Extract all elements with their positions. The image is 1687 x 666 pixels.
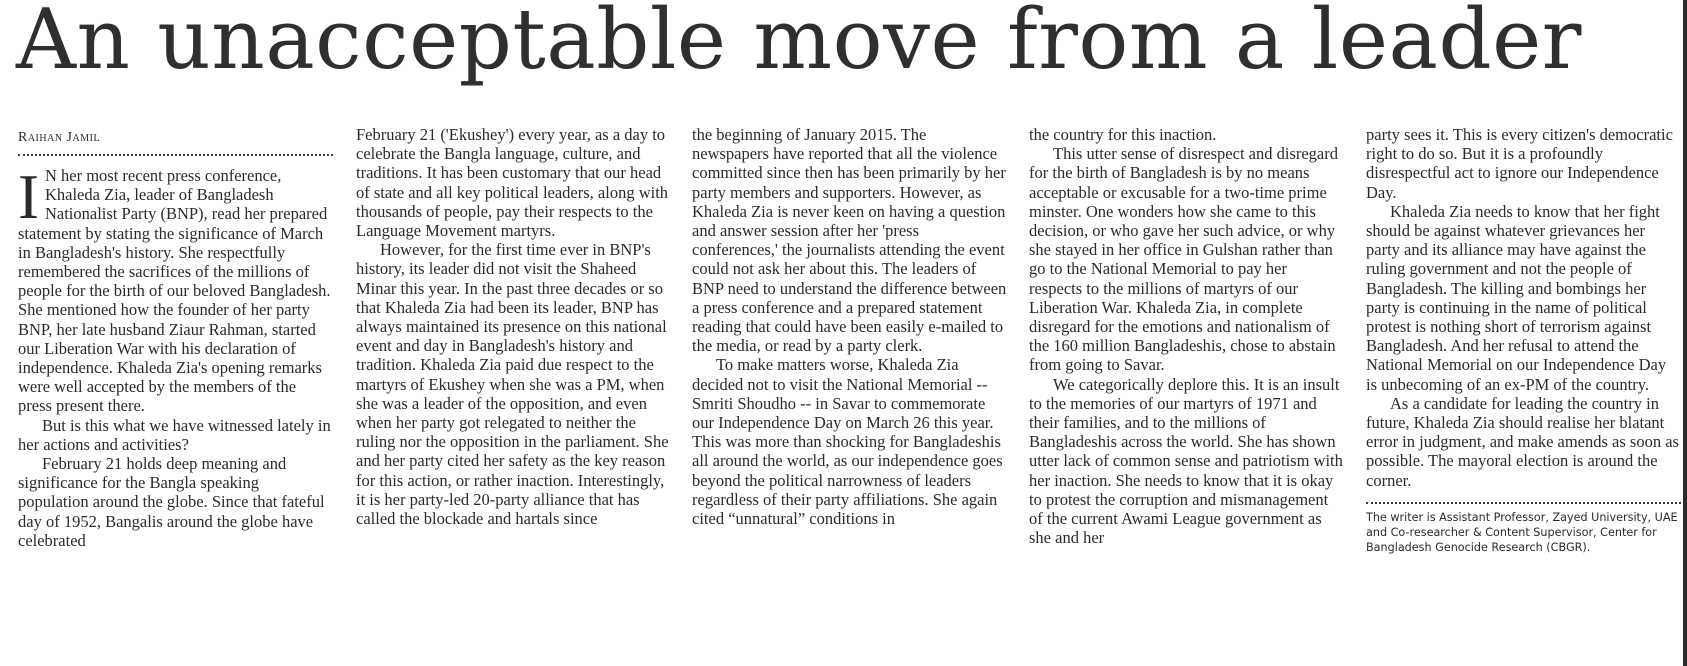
paragraph: However, for the first time ever in BNP's history, its leader did not visit the Shaheed Minar this year. In the past three decades or so that Khaleda Zia had been its leader, BNP has always maintained its presence on this national event and day in Bangladesh's history and tradition. Khaleda Zia paid due respect to the martyrs of Ekushey when she was a PM, when she was a leader of the opposition, and even when her party got relegated to neither the ruling nor the opposition in the parliament. She and her party cited her safety as the key reason for this action, or rather inaction. Interestingly, it is her party-led 20-party alliance that has called the blockade and hartals since xyxy=(356,240,669,529)
paragraph: the beginning of January 2015. The newspapers have reported that all the violence committed since then has been primarily by her party members and supporters. However, as Khaleda Zia is never keen on having a question and answer session after her 'press conferences,' the journalists attending the event could not ask her about this. The leaders of BNP need to understand the difference between a press conference and a prepared statement reading that could have been easily e-mailed to the media, or read by a party clerk. xyxy=(692,125,1007,356)
article-column-2 xyxy=(356,125,671,528)
paragraph: As a candidate for leading the country in future, Khaleda Zia should realise her blatant error in judgment, and make amends as soon as possible. The mayoral election is around the corner. xyxy=(1366,393,1679,490)
article-column-3 xyxy=(692,125,1007,528)
lead-paragraph xyxy=(18,162,333,416)
drop-cap: I xyxy=(18,162,39,232)
paragraph: party sees it. This is every citizen's democratic right to do so. But it is a profoundly disrespectful act to ignore our Independence Day. xyxy=(1366,125,1673,202)
paragraph: To make matters worse, Khaleda Zia decided not to visit the National Memorial -- Smriti Shoudho -- in Savar to commemorate our Independence Day on March 26 this year. This was more than shocking for Bangladeshis all around the world, as our independence goes beyond the political narrowness of leaders regardless of their party affiliations. She again cited “unnatural” conditions in xyxy=(692,355,1003,529)
paragraph: We categorically deplore this. It is an insult to the memories of our martyrs of 1971 and their families, and to the millions of Bangladeshis across the world. She has shown utter lack of common sense and patriotism with her inaction. She needs to know that it is okay to protest the corruption and mismanagement of the current Awami League government as she and her xyxy=(1029,374,1343,548)
article-column-1 xyxy=(18,125,333,550)
right-edge-rule xyxy=(1683,0,1687,666)
paragraph: This utter sense of disrespect and disregard for the birth of Bangladesh is by no means acceptable or excusable for a two-time prime minster. One wonders how she came to this decision, or who gave her such advice, or why she stayed in her office in Gulshan rather than go to the National Memorial to pay her respects to the millions of martyrs of our Liberation War. Khaleda Zia, in complete disregard for the emotions and nationalism of the 160 million Bangladeshis, chose to abstain from going to Savar. xyxy=(1029,144,1338,375)
article-column-5 xyxy=(1366,125,1681,555)
paragraph: February 21 holds deep meaning and significance for the Bangla speaking population around the globe. Since that fateful day of 1952, Bangalis around the globe have celebrated xyxy=(18,454,325,550)
byline: Raihan Jamil xyxy=(18,130,101,145)
article-column-4 xyxy=(1029,125,1344,547)
paragraph: the country for this inaction. xyxy=(1029,125,1217,144)
paragraph: February 21 ('Ekushey') every year, as a day to celebrate the Bangla language, culture, and traditions. It has been customary that our head of state and all key political leaders, along with thousands of people, pay their respects to the Language Movement martyrs. xyxy=(356,125,669,241)
lead-paragraph-text: N her most recent press conference, Khaleda Zia, leader of Bangladesh Nationalist Party (BNP), read her prepared statement by stating the significance of March in Bangladesh's history. She respectfully remembered the sacrifices of the millions of people for the birth of our beloved Bangladesh. She mentioned how the founder of her party BNP, her late husband Ziaur Rahman, started our Liberation War with his declaration of independence. Khaleda Zia's opening remarks were well accepted by the members of the press present there. xyxy=(18,166,331,416)
byline-dotted-rule xyxy=(18,154,333,156)
paragraph: Khaleda Zia needs to know that her fight should be against whatever grievances her party and its alliance may have against the ruling government and not the people of Bangladesh. The killing and bombings her party is continuing in the name of political protest is nothing short of terrorism against Bangladesh. And her refusal to attend the National Memorial on our Independence Day is unbecoming of an ex-PM of the country. xyxy=(1366,201,1667,394)
paragraph: But is this what we have witnessed lately in her actions and activities? xyxy=(18,415,331,454)
headline: An unacceptable move from a leader xyxy=(16,0,1582,88)
author-note-dotted-rule xyxy=(1366,502,1681,504)
author-note: The writer is Assistant Professor, Zayed University, UAE and Co-researcher & Content Supervisor, Center for Bangladesh Genocide Research (CBGR). xyxy=(1366,510,1678,554)
